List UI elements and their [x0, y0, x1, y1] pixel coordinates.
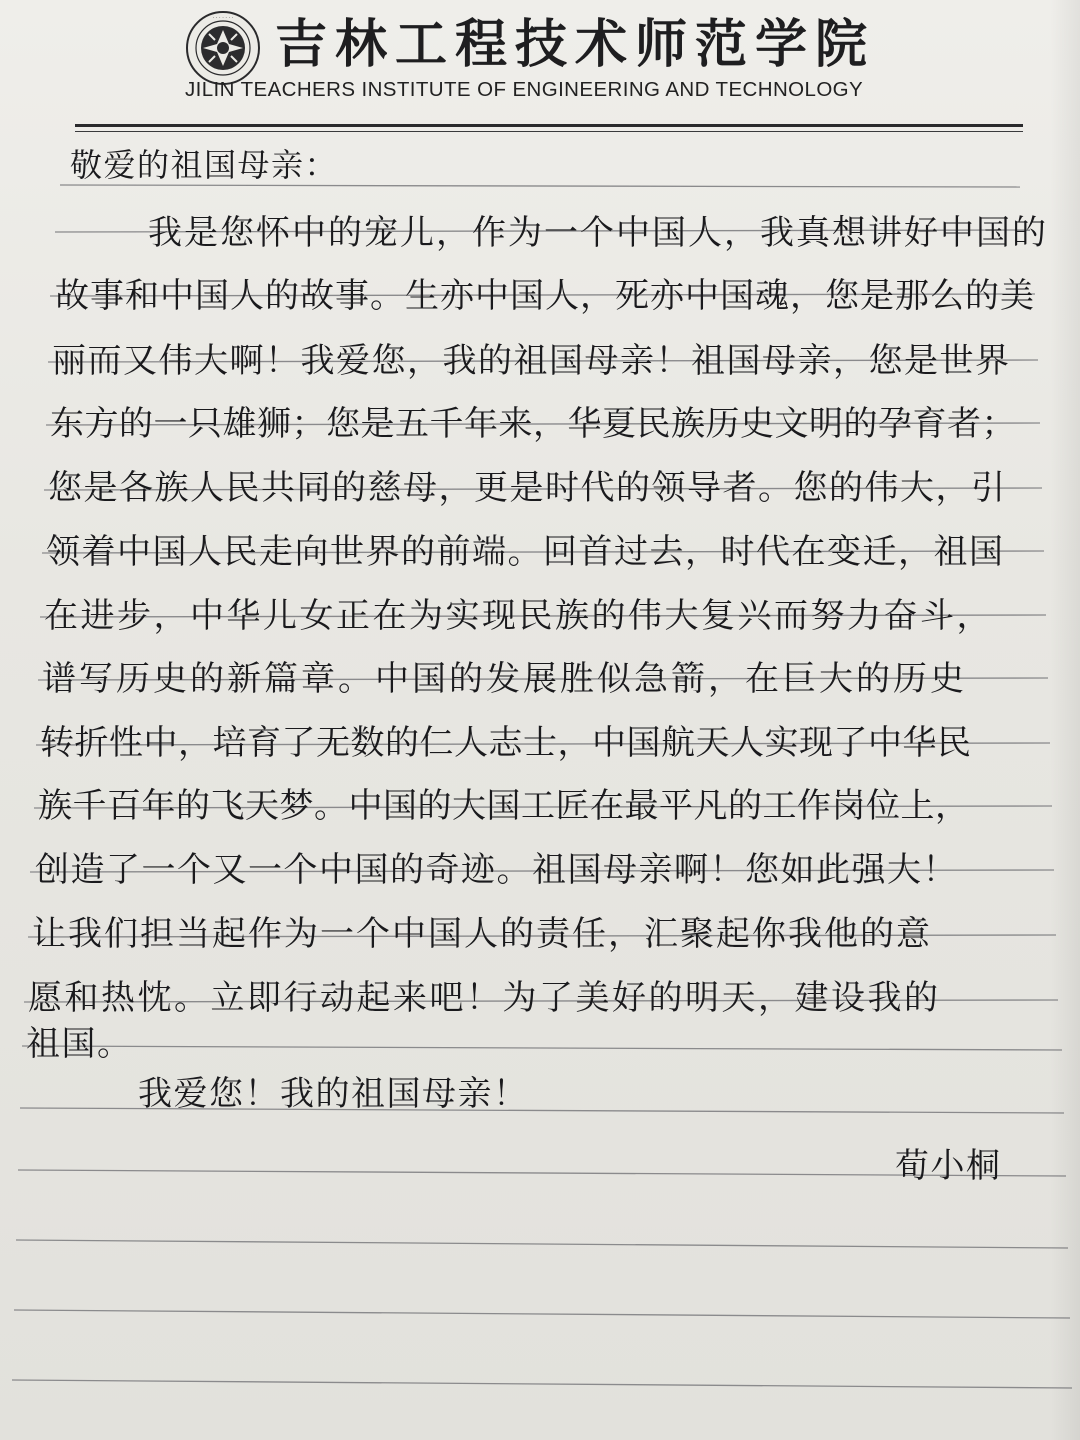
school-name-cn: 吉林工程技术师范学院 — [275, 14, 876, 75]
body-line-13: 愿和热忱。立即行动起来吧！为了美好的明天，建设我的 — [28, 978, 941, 1018]
page-edge-shadow — [1050, 0, 1080, 1440]
body-line-8: 谱写历史的新篇章。中国的发展胜似急箭，在巨大的历史 — [42, 659, 967, 699]
body-line-6: 领着中国人民走向世界的前端。回首过去，时代在变迁，祖国 — [46, 532, 1005, 572]
body-line-1: 我是您怀中的宠儿，作为一个中国人，我真想讲好中国的 — [148, 213, 1048, 253]
school-name-en: JILIN TEACHERS INSTITUTE OF ENGINEERING AND TECHNOLOGY — [185, 78, 864, 101]
svg-text:· · · · · · ·: · · · · · · · — [212, 15, 234, 21]
body-line-10: 族千百年的飞天梦。中国的大国工匠在最平凡的工作岗位上， — [38, 786, 970, 826]
signature: 荀小桐 — [895, 1146, 1002, 1186]
body-line-3: 丽而又伟大啊！我爱您，我的祖国母亲！祖国母亲，您是世界 — [52, 341, 1011, 381]
body-line-9: 转折性中，培育了无数的仁人志士，中国航天人实现了中华民 — [40, 723, 972, 763]
body-line-7: 在进步，中华儿女正在为实现民族的伟大复兴而努力奋斗， — [44, 596, 993, 636]
body-line-12: 让我们担当起作为一个中国人的责任，汇聚起你我他的意 — [32, 914, 932, 954]
body-line-14: 祖国。 — [26, 1024, 133, 1064]
body-line-11: 创造了一个又一个中国的奇迹。祖国母亲啊！您如此强大！ — [35, 850, 958, 890]
closing-line: 我爱您！我的祖国母亲！ — [138, 1074, 529, 1114]
salutation: 敬爱的祖国母亲： — [70, 146, 339, 184]
body-line-2: 故事和中国人的故事。生亦中国人，死亦中国魂，您是那么的美 — [55, 276, 1035, 316]
body-line-5: 您是各族人民共同的慈母，更是时代的领导者。您的伟大，引 — [48, 468, 1007, 508]
body-line-4: 东方的一只雄狮；您是五千年来，华夏民族历史文明的孕育者； — [50, 404, 1016, 444]
